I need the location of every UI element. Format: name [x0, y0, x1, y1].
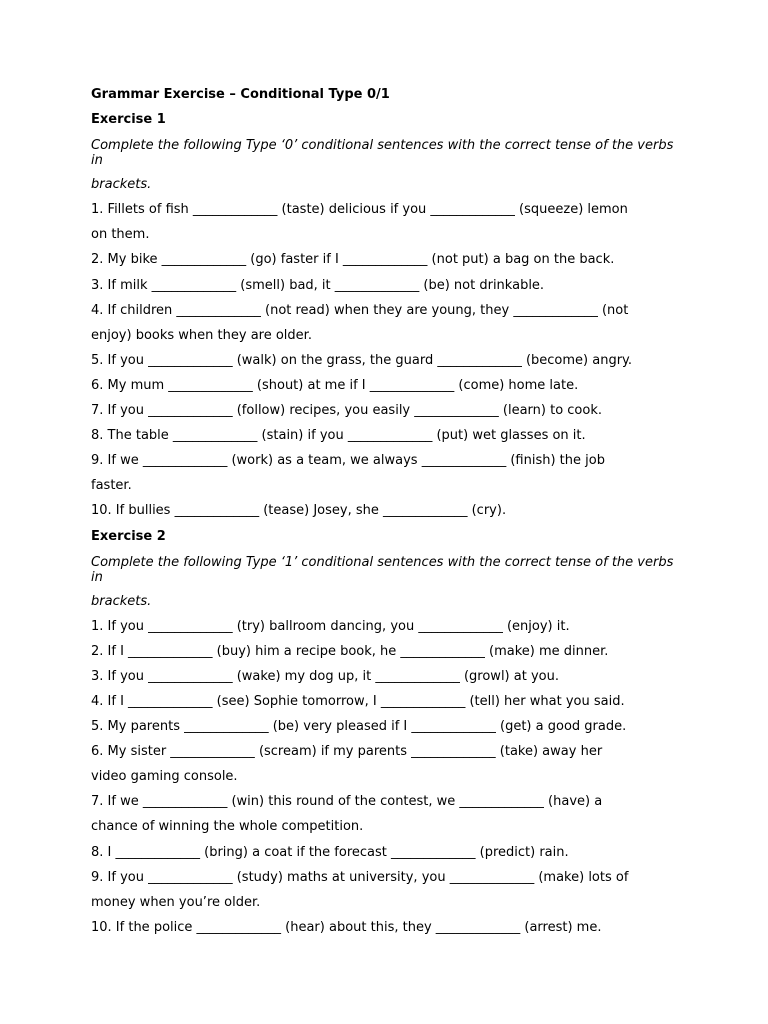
exercise2-line: chance of winning the whole competition. [91, 819, 364, 835]
exercise2-line: 7. If we _____________ (win) this round of the contest, we _____________ (have) a [91, 794, 603, 810]
exercise1-line: 8. The table _____________ (stain) if you _____________ (put) wet glasses on it. [91, 428, 586, 444]
exercise2-line: 4. If I _____________ (see) Sophie tomorrow, I _____________ (tell) her what you said. [91, 693, 625, 709]
exercise2-heading: Exercise 2 [91, 528, 166, 544]
exercise1-line: 1. Fillets of fish _____________ (taste) delicious if you _____________ (squeeze) lemon [91, 202, 628, 218]
exercise1-line: on them. [91, 227, 150, 243]
exercise2-line: 8. I _____________ (bring) a coat if the forecast _____________ (predict) rain. [91, 844, 569, 860]
exercise1-instruction: Complete the following Type ‘0’ conditional sentences with the correct tense of the verbs in [91, 138, 674, 169]
exercise1-line: 6. My mum _____________ (shout) at me if I _____________ (come) home late. [91, 377, 579, 393]
exercise1-heading: Exercise 1 [91, 112, 166, 128]
exercise2-line: video gaming console. [91, 769, 238, 785]
exercise1-instruction-continued: brackets. [91, 177, 152, 193]
exercise1-line: faster. [91, 478, 132, 494]
exercise1-line: 3. If milk _____________ (smell) bad, it _____________ (be) not drinkable. [91, 277, 545, 293]
worksheet [91, 82, 681, 940]
exercise2-line: 1. If you _____________ (try) ballroom dancing, you _____________ (enjoy) it. [91, 618, 570, 634]
exercise1-line: 5. If you _____________ (walk) on the grass, the guard _____________ (become) angry. [91, 352, 633, 368]
exercise1-line: 4. If children _____________ (not read) when they are young, they _____________ (not [91, 302, 629, 318]
exercise2-line: 3. If you _____________ (wake) my dog up, it _____________ (growl) at you. [91, 668, 559, 684]
exercise1-line: enjoy) books when they are older. [91, 327, 312, 343]
exercise1-line: 7. If you _____________ (follow) recipes, you easily _____________ (learn) to cook. [91, 403, 602, 419]
exercise2-line: 10. If the police _____________ (hear) about this, they _____________ (arrest) me. [91, 919, 602, 935]
exercise2-instruction: Complete the following Type ‘1’ conditional sentences with the correct tense of the verbs in [91, 554, 674, 585]
exercise2-line: 2. If I _____________ (buy) him a recipe book, he _____________ (make) me dinner. [91, 643, 609, 659]
exercise2-line: money when you’re older. [91, 894, 261, 910]
exercise2-line: 6. My sister _____________ (scream) if my parents _____________ (take) away her [91, 744, 603, 760]
page-title: Grammar Exercise – Conditional Type 0/1 [91, 87, 390, 102]
exercise2-instruction-continued: brackets. [91, 593, 152, 609]
exercise1-line: 9. If we _____________ (work) as a team, we always _____________ (finish) the job [91, 453, 605, 469]
exercise2-line: 9. If you _____________ (study) maths at university, you _____________ (make) lots of [91, 869, 629, 885]
exercise1-line: 10. If bullies _____________ (tease) Josey, she _____________ (cry). [91, 503, 507, 519]
exercise2-line: 5. My parents _____________ (be) very pleased if I _____________ (get) a good grade. [91, 719, 627, 735]
exercise1-line: 2. My bike _____________ (go) faster if I _____________ (not put) a bag on the back. [91, 252, 615, 268]
